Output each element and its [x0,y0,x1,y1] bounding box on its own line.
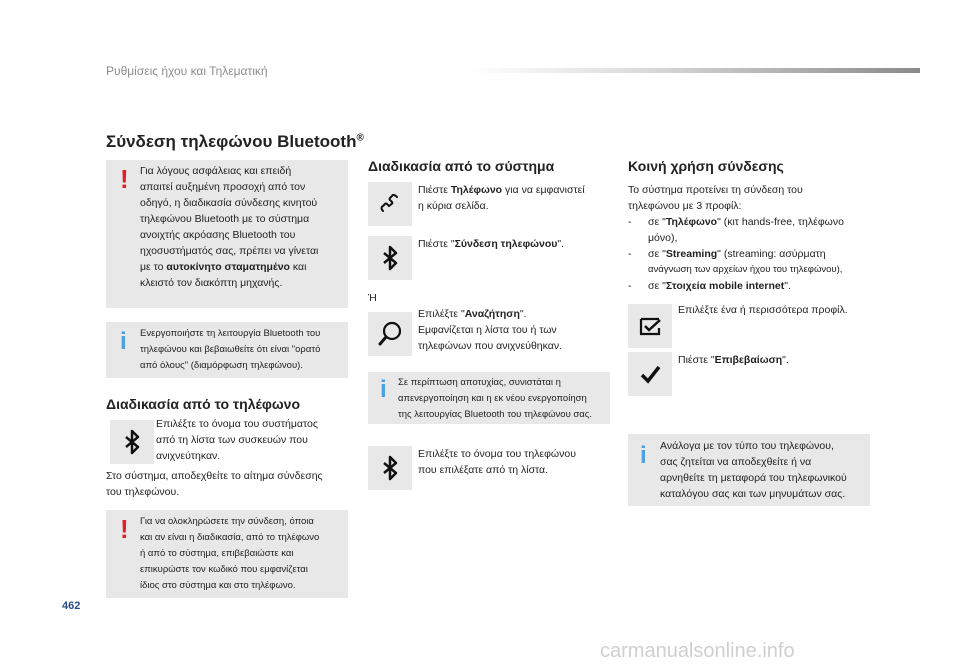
phone-handset-icon [368,182,412,226]
page-title: Σύνδεση τηλεφώνου Bluetooth® [106,132,364,151]
warning-text: Για λόγους ασφάλειας και επειδή απαιτεί αυξημένη προσοχή από τον οδηγό, η διαδικασία σύνδεσης κινητού τηλεφώνου Bluetooth με το σύστημα ανοιχτής ακρόασης Bluetooth του ηχοσυστήματός σας, πρέπει να γίνεται με το αυτοκίνητο σταματημένο και κλειστό τον διακόπτη μηχανής. [140,165,319,289]
phone-accept-text: Στο σύστημα, αποδεχθείτε το αίτημα σύνδεσης του τηλεφώνου. [106,470,323,498]
info-icon: i [640,442,647,469]
info-text: Ανάλογα με τον τύπο του τηλεφώνου, σας ζητείται να αποδεχθείτε ή να αρνηθείτε τη μεταφορά του τηλεφωνικού καταλόγου σας και των μηνυμάτων σας. [660,440,847,500]
bluetooth-icon [110,420,154,464]
section-title-system-procedure: Διαδικασία από το σύστημα [368,158,555,174]
header-divider [470,68,920,73]
system-step1-text: Πιέστε Τηλέφωνο για να εμφανιστεί η κύρια σελίδα. [418,184,585,212]
sharing-intro: Το σύστημα προτείνει τη σύνδεση του τηλεφώνου με 3 προφίλ: [628,184,803,212]
bluetooth-icon [368,446,412,490]
section-title-phone-procedure: Διαδικασία από το τηλέφωνο [106,396,300,412]
info-box-phonebook [628,434,870,506]
info-text: Σε περίπτωση αποτυχίας, συνιστάται η απενεργοποίηση και η εκ νέου ενεργοποίηση της λειτουργίας Bluetooth του τηλεφώνου σας. [398,377,592,420]
phone-step-text: Επιλέξτε το όνομα του συστήματος από τη λίστα των συσκευών που ανιχνεύτηκαν. [156,418,318,462]
system-step3-text: Επιλέξτε "Αναζήτηση". Εμφανίζεται η λίστα του ή των τηλεφώνων που ανιχνεύθηκαν. [418,308,563,352]
info-icon: i [120,328,127,355]
magnifier-icon [368,312,412,356]
info-box-retry [368,372,610,424]
header-section-title: Ρυθμίσεις ήχου και Τηλεματική [106,64,268,78]
info-icon: i [380,376,387,403]
checklist-icon [628,304,672,348]
checkmark-icon [628,352,672,396]
sharing-profile-list: - σε "Τηλέφωνο" (κιτ hands-free, τηλέφωνο μόνο), - σε "Streaming" (streaming: ασύρματη ανάγνωση των αρχείων ήχου του τηλεφώνου), - σε "Στοιχεία mobile internet". [628,216,844,292]
exclamation-icon: ! [120,514,129,544]
warning-box-code [106,510,348,598]
or-label: Ή [368,292,377,304]
watermark: carmanualsonline.info [600,640,795,662]
section-title-sharing: Κοινή χρήση σύνδεσης [628,158,784,174]
info-text: Ενεργοποιήστε τη λειτουργία Bluetooth του τηλεφώνου και βεβαιωθείτε ότι είναι "ορατό από όλους" (διαμόρφωση τηλεφώνου). [140,328,321,371]
info-box-bluetooth [106,322,348,378]
system-step2-text: Πιέστε "Σύνδεση τηλεφώνου". [418,238,565,250]
exclamation-icon: ! [120,164,129,194]
sharing-step2-text: Πιέστε "Επιβεβαίωση". [678,354,789,366]
sharing-step1-text: Επιλέξτε ένα ή περισσότερα προφίλ. [678,304,848,316]
warning-text: Για να ολοκληρώσετε την σύνδεση, όποια και αν είναι η διαδικασία, από το τηλέφωνο ή από το σύστημα, επιβεβαιώστε και επικυρώστε τον κωδικό που εμφανίζεται ίδιος στο σύστημα και στο τηλέφωνο. [140,516,320,591]
system-step4-text: Επιλέξτε το όνομα του τηλεφώνου που επιλέξατε από τη λίστα. [418,448,576,476]
warning-box-safety [106,160,348,308]
bluetooth-icon [368,236,412,280]
page-number: 462 [62,600,81,612]
